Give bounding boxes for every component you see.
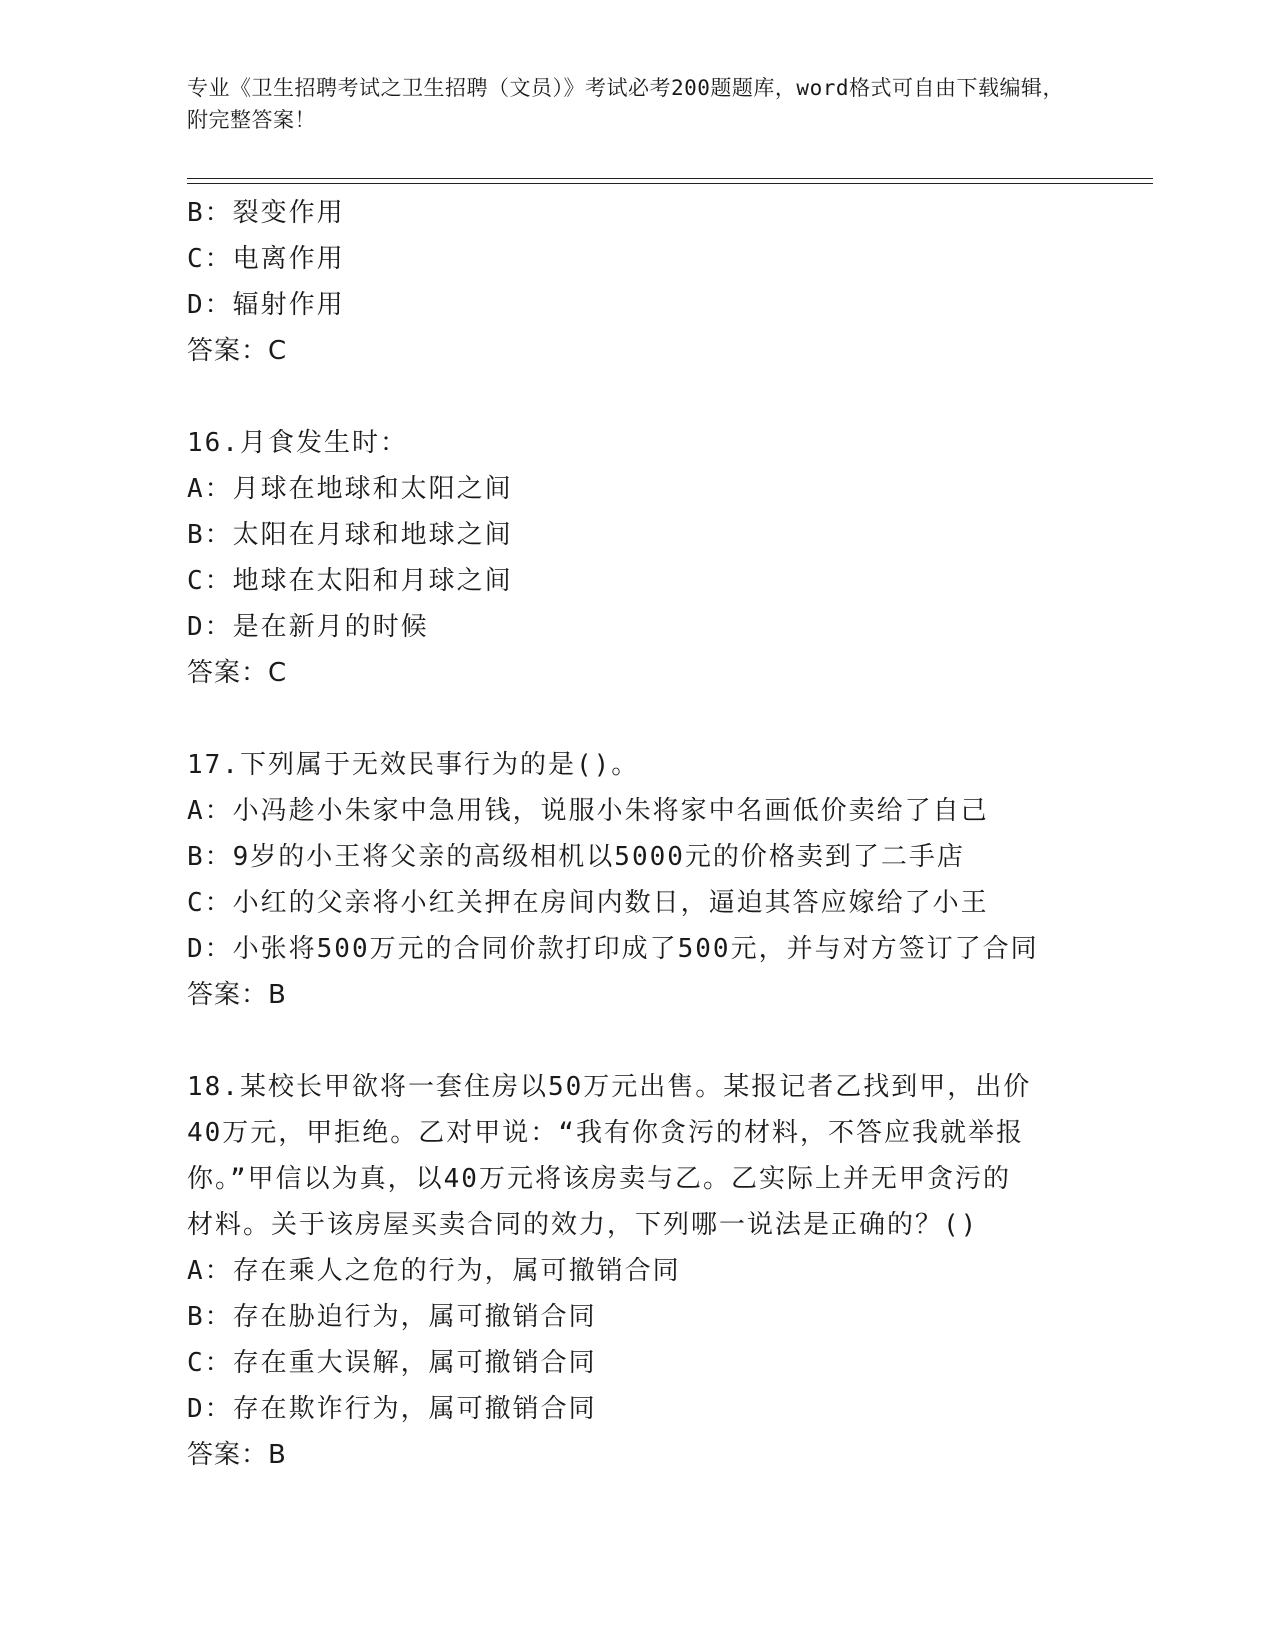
option-a: A：小冯趁小朱家中急用钱，说服小朱将家中名画低价卖给了自己 bbox=[187, 796, 989, 826]
option-b: B：存在胁迫行为，属可撤销合同 bbox=[187, 1302, 597, 1332]
option-c: C：小红的父亲将小红关押在房间内数日，逼迫其答应嫁给了小王 bbox=[187, 888, 989, 918]
option-a: A：月球在地球和太阳之间 bbox=[187, 474, 513, 504]
option-c: C：存在重大误解，属可撤销合同 bbox=[187, 1348, 597, 1378]
option-d: D：是在新月的时候 bbox=[187, 612, 429, 642]
answer-line: 答案：B bbox=[187, 1440, 287, 1470]
header-divider-top bbox=[187, 178, 1153, 179]
answer-line: 答案：C bbox=[187, 336, 288, 366]
question-stem-line-1: 18.某校长甲欲将一套住房以50万元出售。某报记者乙找到甲，出价 bbox=[187, 1072, 1032, 1102]
answer-line: 答案：C bbox=[187, 658, 288, 688]
option-d: D：存在欺诈行为，属可撤销合同 bbox=[187, 1394, 597, 1424]
document-body bbox=[187, 190, 1087, 1478]
option-d: D：辐射作用 bbox=[187, 290, 345, 320]
option-b: B：裂变作用 bbox=[187, 198, 345, 228]
option-b: B：9岁的小王将父亲的高级相机以5000元的价格卖到了二手店 bbox=[187, 842, 965, 872]
question-18 bbox=[187, 1064, 1087, 1478]
option-c: C：电离作用 bbox=[187, 244, 345, 274]
question-stem-line-3: 你。”甲信以为真，以40万元将该房卖与乙。乙实际上并无甲贪污的 bbox=[187, 1164, 1011, 1194]
question-15-partial bbox=[187, 190, 1087, 374]
answer-line: 答案：B bbox=[187, 980, 287, 1010]
question-stem: 17.下列属于无效民事行为的是()。 bbox=[187, 750, 640, 780]
question-stem: 16.月食发生时： bbox=[187, 428, 408, 458]
option-a: A：存在乘人之危的行为，属可撤销合同 bbox=[187, 1256, 681, 1286]
question-17 bbox=[187, 742, 1087, 1018]
question-stem-line-2: 40万元，甲拒绝。乙对甲说：“我有你贪污的材料，不答应我就举报 bbox=[187, 1118, 1024, 1148]
option-b: B：太阳在月球和地球之间 bbox=[187, 520, 513, 550]
option-d: D：小张将500万元的合同价款打印成了500元，并与对方签订了合同 bbox=[187, 934, 1039, 964]
question-16 bbox=[187, 420, 1087, 696]
option-c: C：地球在太阳和月球之间 bbox=[187, 566, 513, 596]
document-header: 专业《卫生招聘考试之卫生招聘（文员）》考试必考200题题库，word格式可自由下载编辑，附完整答案！ bbox=[187, 76, 1064, 132]
header-divider-bottom bbox=[187, 183, 1153, 184]
question-stem-line-4: 材料。关于该房屋买卖合同的效力，下列哪一说法是正确的？() bbox=[187, 1210, 979, 1240]
